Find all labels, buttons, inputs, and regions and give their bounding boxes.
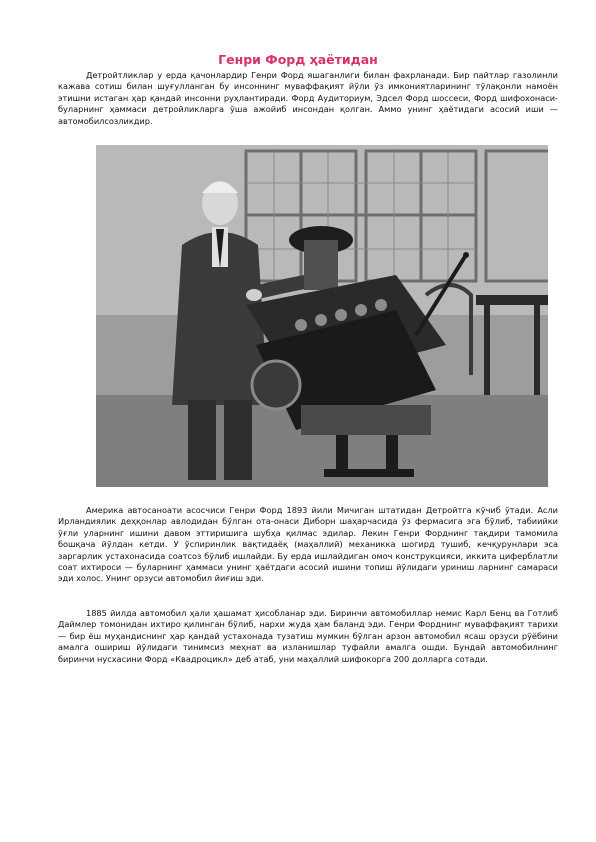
paragraph-biography: Америка автосаноати асосчиси Генри Форд 1893 йили Мичиган штатидан Детройтга кўчиб ўтади. Асли Ирландиялик деҳқонлар авлодидан бўлган ота-онаси Диборн шаҳарчасида ўз фермасига эга бўлиб, табиийки ўғли уларнинг ишини давом эттиришига шубҳа қилмас эдилар. Лекин Генри Форднинг тақдири тамомила бошқача йўлдан кетди. У ўспиринлик вақтидаёқ (маҳаллий) механикка шогирд тушиб, кечқурунлари эса заргарлик устахонасида соатсоз бўлиб ишлайди. Бу ерда ишлайдиган омоч конструкцияси, иккита циферблатли соат ихтироси — буларнинг ҳаммаси унинг ҳаётдаги асосий ишини топиш йўлидаги уриниш ларнинг самараси эди холос. Унинг орзуси автомобил йиғиш эди. — [58, 505, 558, 584]
paragraph-early-automobiles: 1885 йилда автомобил ҳали ҳашамат ҳисобланар эди. Биринчи автомобиллар немис Карл Бенц ва Готлиб Даймлер томонидан ихтиро қилинган бўлиб, нархи жуда ҳам баланд эди. Генри Форднинг муваффақият тарихи — бир ёш муҳандиснинг ҳар қандай устахонада тузатиш мумкин бўлган арзон автомобил ясаш орзуси рўёбини амалга ошириш йўлидаги тинимсиз меҳнат ва изланишлар туфайли амалга ошди. Бундай автомобилнинг биринчи нусхасини Форд «Квадроцикл» деб атаб, уни маҳаллий шифокорга 200 долларга сотади. — [58, 608, 558, 664]
page-title: Генри Форд ҳаётидан — [218, 52, 378, 67]
photo-henry-ford-with-engine — [96, 145, 548, 487]
paragraph-intro: Детройтликлар у ерда қачонлардир Генри Форд яшаганлиги билан фахрланади. Бир пайтлар газолинли кажава сотиш билан шуғулланган бу инсоннинг муваффақият йўли ўз имкониятларининг тўлақонли намоён этишни истаган ҳар қандай инсонни руҳлантиради. Форд Аудиториум, Эдсел Форд шоссеси, Форд шифохонаси-буларнинг ҳаммаси детройликларга ўша ажойиб инсондан қолган. Аммо унинг ҳаётидаги асосий иши — автомобилсозликдир. — [58, 70, 558, 126]
